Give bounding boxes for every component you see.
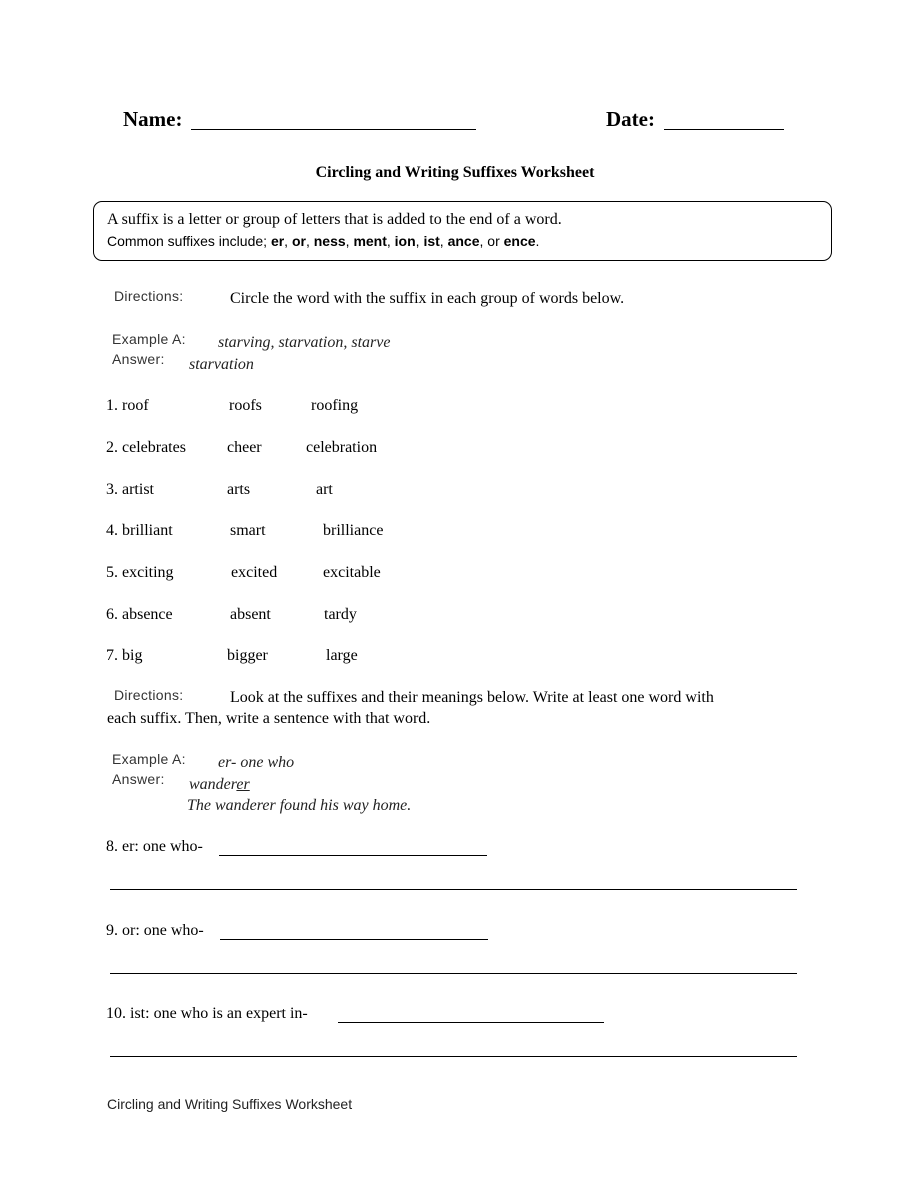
item-2-word-1[interactable]: 2. celebrates	[106, 439, 186, 456]
item-1-word-1[interactable]: 1. roof	[106, 397, 149, 414]
suffix-ance: ance	[447, 233, 480, 249]
item-3-word-2[interactable]: arts	[227, 481, 251, 498]
item-4-word-1[interactable]: 4. brilliant	[106, 522, 173, 539]
suffix-ist: ist	[423, 233, 440, 249]
suffix-ness: ness	[313, 233, 346, 249]
suffix-ment: ment	[353, 233, 387, 249]
prompt-9-word-line[interactable]	[220, 939, 488, 940]
suffix-ion: ion	[394, 233, 416, 249]
example-label-2: Example A:	[112, 751, 186, 767]
item-7-word-3[interactable]: large	[326, 647, 358, 664]
suffix-or: or	[291, 233, 306, 249]
item-3-word-3[interactable]: art	[316, 481, 333, 498]
example-label-1: Example A:	[112, 331, 186, 347]
directions-label-2: Directions:	[114, 687, 184, 703]
item-6-word-3[interactable]: tardy	[324, 606, 357, 623]
suffix-list-intro: Common suffixes include;	[107, 233, 271, 249]
prompt-10-word-line[interactable]	[338, 1022, 604, 1023]
answer-suffix-underlined: er	[236, 776, 250, 793]
prompt-10-sentence-line[interactable]	[110, 1056, 797, 1057]
item-2-word-2[interactable]: cheer	[227, 439, 262, 456]
item-7-word-2[interactable]: bigger	[227, 647, 268, 664]
info-box	[93, 201, 832, 261]
directions-text-2-line-1: Look at the suffixes and their meanings below. Write at least one word with	[230, 689, 714, 706]
item-6-word-2[interactable]: absent	[230, 606, 271, 623]
item-2-word-3[interactable]: celebration	[306, 439, 378, 456]
directions-label-1: Directions:	[114, 288, 184, 304]
item-1-word-2[interactable]: roofs	[229, 397, 262, 414]
answer-text-1: starvation	[189, 356, 254, 373]
prompt-10: 10. ist: one who is an expert in-	[106, 1005, 308, 1022]
directions-text-1: Circle the word with the suffix in each group of words below.	[230, 290, 625, 307]
answer-sentence-2: The wanderer found his way home.	[187, 797, 412, 814]
example-text-1: starving, starvation, starve	[218, 334, 391, 351]
prompt-9-sentence-line[interactable]	[110, 973, 797, 974]
prompt-8: 8. er: one who-	[106, 838, 203, 855]
worksheet-title: Circling and Writing Suffixes Worksheet	[315, 164, 595, 181]
answer-label-1: Answer:	[112, 351, 165, 367]
item-5-word-2[interactable]: excited	[231, 564, 278, 581]
date-field-line[interactable]	[664, 129, 784, 130]
answer-word-2: wanderer	[189, 776, 250, 793]
item-1-word-3[interactable]: roofing	[311, 397, 359, 414]
prompt-8-word-line[interactable]	[219, 855, 487, 856]
directions-text-2-line-2: each suffix. Then, write a sentence with that word.	[107, 710, 431, 727]
item-3-word-1[interactable]: 3. artist	[106, 481, 154, 498]
date-label: Date:	[606, 107, 655, 131]
name-field-line[interactable]	[191, 129, 476, 130]
suffix-er: er	[270, 233, 285, 249]
item-5-word-3[interactable]: excitable	[323, 564, 381, 581]
footer-text: Circling and Writing Suffixes Worksheet	[107, 1096, 353, 1112]
answer-label-2: Answer:	[112, 771, 165, 787]
info-box-suffix-list: Common suffixes include; er, or, ness, ment, ion, ist, ance, or ence.	[107, 233, 540, 249]
info-box-definition: A suffix is a letter or group of letters that is added to the end of a word.	[107, 211, 562, 228]
item-4-word-2[interactable]: smart	[230, 522, 266, 539]
suffix-ence: ence	[503, 233, 536, 249]
prompt-9: 9. or: one who-	[106, 922, 204, 939]
example-text-2: er- one who	[218, 754, 295, 771]
item-5-word-1[interactable]: 5. exciting	[106, 564, 174, 581]
item-6-word-1[interactable]: 6. absence	[106, 606, 173, 623]
prompt-8-sentence-line[interactable]	[110, 889, 797, 890]
name-label: Name:	[123, 107, 183, 131]
item-7-word-1[interactable]: 7. big	[106, 647, 143, 664]
item-4-word-3[interactable]: brilliance	[323, 522, 384, 539]
